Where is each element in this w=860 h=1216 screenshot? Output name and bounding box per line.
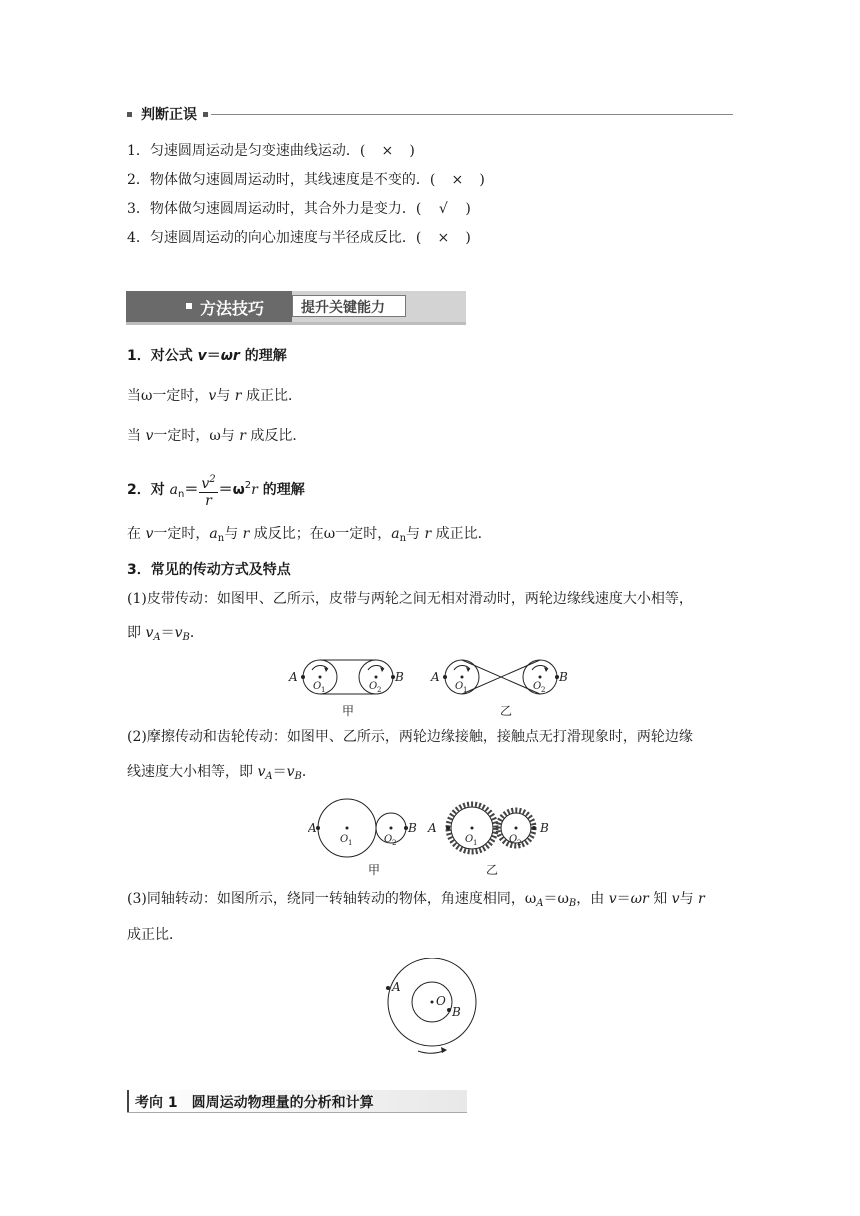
point-2-heading: 2．对 $a_n=$ $\frac{v^2}{r}$ $=\omega^2r$ 的理解 [127, 473, 305, 509]
point-3-1-line-1: (1)皮带传动：如图甲、乙所示，皮带与两轮之间无相对滑动时，两轮边缘线速度大小相等， [127, 591, 693, 607]
method-banner [126, 291, 466, 325]
label-B: B [452, 1005, 461, 1019]
label-O2: O [369, 681, 378, 692]
label-O1: O [313, 681, 322, 692]
answer-mark: √ [438, 201, 448, 217]
label-B: B [395, 670, 404, 684]
label-O1: O [455, 681, 464, 692]
square-bullet-icon [186, 303, 192, 309]
square-bullet-icon [127, 112, 132, 117]
label-O: O [436, 994, 446, 1008]
answer-mark: × [437, 230, 450, 246]
divider [211, 114, 733, 115]
svg-text:1: 1 [321, 686, 326, 694]
point-3-heading: 3．常见的传动方式及特点 [127, 562, 291, 578]
label-A: A [308, 821, 317, 835]
svg-text:2: 2 [392, 839, 397, 847]
point-3-3-line-2: 成正比． [127, 927, 183, 943]
point-3-2-line-2: 线速度大小相等，即 $v_A=v_B$． [127, 764, 316, 782]
judge-item-1: 1．匀速圆周运动是匀变速曲线运动．( × ) [127, 143, 415, 159]
label-O2: O [384, 834, 393, 845]
kaoxiang-title: 考向 1 圆周运动物理量的分析和计算 [135, 1095, 374, 1111]
point-1-line-1: 当ω一定时，v与 r 成正比． [127, 388, 302, 404]
label-O2: O [533, 681, 542, 692]
point-3-1-line-2: 即 $v_A=v_B$． [127, 625, 204, 643]
label-A: A [289, 670, 298, 684]
label-A: A [392, 980, 401, 994]
banner-subtitle: 提升关键能力 [301, 300, 385, 316]
svg-text:2: 2 [377, 686, 382, 694]
caption-jia: 甲 [342, 704, 355, 718]
judge-item-3: 3．物体做匀速圆周运动时，其合外力是变力．( √ ) [127, 201, 471, 217]
svg-text:1: 1 [463, 686, 468, 694]
square-bullet-icon [203, 112, 208, 117]
svg-text:2: 2 [541, 686, 546, 694]
svg-text:1: 1 [473, 839, 478, 847]
label-A: A [428, 821, 437, 835]
answer-mark: × [381, 143, 394, 159]
caption-jia: 甲 [368, 863, 381, 877]
judge-item-4: 4．匀速圆周运动的向心加速度与半径成反比．( × ) [127, 230, 471, 246]
judge-section-header [127, 106, 733, 122]
label-O2: O [509, 834, 518, 845]
friction-gear-figure [308, 798, 568, 882]
answer-mark: × [451, 172, 464, 188]
label-O1: O [465, 834, 474, 845]
label-B: B [559, 670, 568, 684]
fraction: $\frac{v^2}{r}$ [201, 473, 216, 509]
caption-yi: 乙 [486, 863, 499, 877]
label-B: B [540, 821, 549, 835]
judge-item-2: 2．物体做匀速圆周运动时，其线速度是不变的．( × ) [127, 172, 485, 188]
svg-text:1: 1 [348, 839, 353, 847]
label-B: B [408, 821, 417, 835]
kaoxiang-heading [127, 1090, 467, 1113]
point-1-heading: 1．对公式 v＝ωr 的理解 [127, 348, 287, 364]
point-3-2-line-1: (2)摩擦传动和齿轮传动：如图甲、乙所示，两轮边缘接触，接触点无打滑现象时，两轮边缘 [127, 729, 693, 745]
caption-yi: 乙 [500, 704, 513, 718]
point-2-line-1: 在 v一定时，$a_n$与 r 成反比；在ω一定时，$a_n$与 r 成正比． [127, 526, 492, 544]
svg-text:2: 2 [517, 839, 522, 847]
coaxial-figure [376, 958, 486, 1058]
judge-title: 判断正误 [141, 107, 197, 123]
label-A: A [431, 670, 440, 684]
banner-title: 方法技巧 [200, 299, 265, 318]
point-3-3-line-1: (3)同轴转动：如图所示，绕同一转轴转动的物体，角速度相同，$\omega_A=\omega_B$，由 v＝ωr 知 v与 r [127, 891, 705, 909]
label-O1: O [340, 834, 349, 845]
point-1-line-2: 当 v一定时，ω与 r 成反比． [127, 428, 307, 444]
belt-drive-figure [286, 652, 576, 722]
